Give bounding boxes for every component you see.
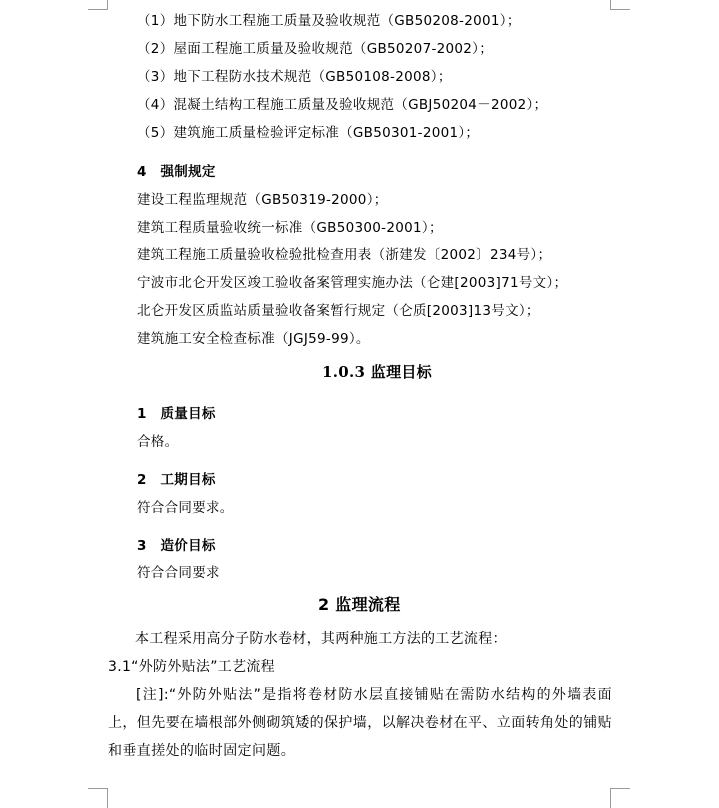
standard-item: （3）地下工程防水技术规范（GB50108-2008）； bbox=[137, 69, 452, 85]
crop-mark-bottom-left bbox=[88, 788, 108, 808]
note-paragraph: [注]:“外防外贴法”是指将卷材防水层直接铺贴在需防水结构的外墙表面上，但先要在墙根部外侧砌筑矮的保护墙，以解决卷材在平、立面转角处的铺贴和垂直搓处的临时固定问题。 bbox=[108, 687, 612, 759]
standard-item: （1）地下防水工程施工质量及验收规范（GB50208-2001）； bbox=[137, 13, 521, 29]
goal-heading-schedule: 2 工期目标 bbox=[137, 472, 216, 488]
mandatory-item: 建筑施工安全检查标准（JGJ59-99）。 bbox=[137, 331, 370, 347]
standard-item: （2）屋面工程施工质量及验收规范（GB50207-2002）； bbox=[137, 41, 494, 57]
standard-item: （5）建筑施工质量检验评定标准（GB50301-2001）； bbox=[137, 125, 480, 141]
mandatory-item: 建设工程监理规范（GB50319-2000）； bbox=[137, 192, 388, 208]
crop-mark-top-right bbox=[610, 0, 630, 10]
crop-mark-bottom-right bbox=[610, 788, 630, 808]
goal-text-quality: 合格。 bbox=[137, 434, 179, 450]
goal-text-schedule: 符合合同要求。 bbox=[137, 500, 234, 516]
goal-heading-quality: 1 质量目标 bbox=[137, 406, 216, 422]
mandatory-item: 宁波市北仑开发区竣工验收备案管理实施办法（仑建[2003]71号文）； bbox=[137, 275, 568, 291]
section-intro: 本工程采用高分子防水卷材，其两种施工方法的工艺流程： bbox=[135, 631, 507, 647]
mandatory-item: 建筑工程施工质量验收检验批检查用表（浙建发〔2002〕234号）； bbox=[137, 247, 552, 263]
mandatory-heading: 4 强制规定 bbox=[137, 164, 216, 180]
goal-text-cost: 符合合同要求 bbox=[137, 565, 220, 581]
crop-mark-top-left bbox=[88, 0, 108, 10]
section-title-103: 1.0.3 监理目标 bbox=[322, 363, 432, 381]
mandatory-item: 北仑开发区质监站质量验收备案暂行规定（仑质[2003]13号文）； bbox=[137, 303, 540, 319]
mandatory-item: 建筑工程质量验收统一标准（GB50300-2001）； bbox=[137, 220, 443, 236]
subsection-title: 3.1“外防外贴法”工艺流程 bbox=[108, 659, 275, 675]
standard-item: （4）混凝土结构工程施工质量及验收规范（GBJ50204－2002）； bbox=[137, 97, 548, 113]
section-title-2: 2 监理流程 bbox=[318, 595, 401, 614]
goal-heading-cost: 3 造价目标 bbox=[137, 538, 216, 554]
